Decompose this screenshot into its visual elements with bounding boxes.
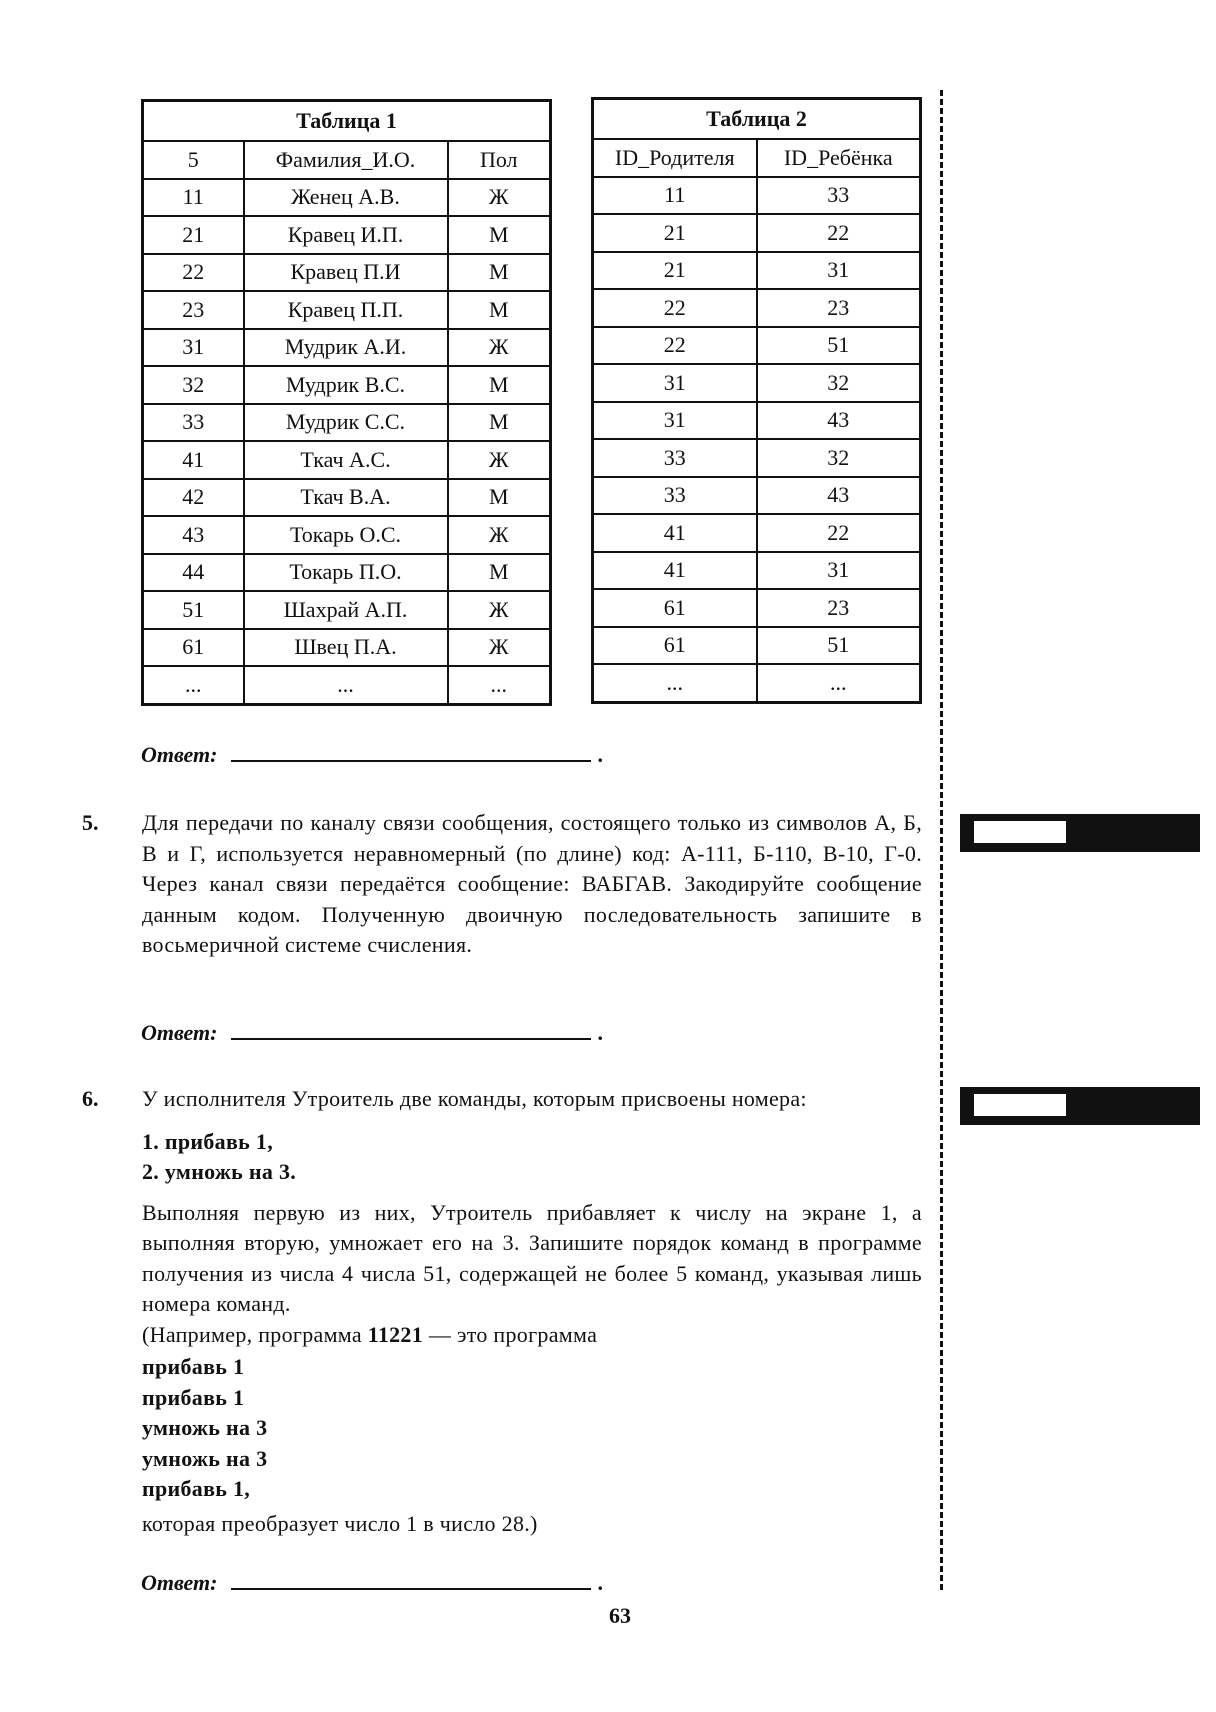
table-1-cell: Кравец П.И	[244, 254, 448, 292]
table-1-row	[143, 554, 551, 592]
table-2-cell: 51	[757, 627, 921, 665]
answer-blank[interactable]	[231, 742, 591, 762]
task-5-marker	[960, 814, 1200, 852]
table-1-row	[143, 629, 551, 667]
table-2-cell: 61	[593, 627, 757, 665]
table-2-cell: 32	[757, 364, 921, 402]
table-2-cell: 11	[593, 177, 757, 215]
task-6-intro: У исполнителя Утроитель две команды, которым присвоены номера:	[142, 1086, 807, 1111]
table-1-row	[143, 591, 551, 629]
table-1-cell: М	[448, 291, 551, 329]
table-1-cell: 33	[143, 404, 244, 442]
table-1-cell: Ткач А.С.	[244, 441, 448, 479]
table-2-cell: 22	[757, 214, 921, 252]
task-6-example-step: умножь на 3	[142, 1445, 268, 1471]
answer-blank[interactable]	[231, 1570, 591, 1590]
task-6-number: 6.	[82, 1086, 99, 1111]
table-1-cell: М	[448, 216, 551, 254]
answer-blank[interactable]	[231, 1020, 591, 1040]
table-2-cell: 22	[593, 289, 757, 327]
table-1-row	[143, 441, 551, 479]
table-1-row	[143, 216, 551, 254]
table-1-cell: М	[448, 404, 551, 442]
table-1-cell: Мудрик В.С.	[244, 366, 448, 404]
answer-label: Ответ:	[141, 742, 218, 767]
table-1-row	[143, 479, 551, 517]
table-2-row	[593, 552, 921, 590]
table-1-cell: М	[448, 254, 551, 292]
table-2-cell: 43	[757, 477, 921, 515]
task-6-example-suffix: — это программа	[423, 1321, 598, 1347]
table-2-cell: 31	[593, 402, 757, 440]
table-1-cell: М	[448, 366, 551, 404]
table-1-row	[143, 404, 551, 442]
task-6-example	[142, 1320, 922, 1351]
table-2-cell: ...	[593, 664, 757, 702]
task-5	[82, 808, 922, 961]
task-6-description: Выполняя первую из них, Утроитель прибавляет к числу на экране 1, а выполняя вторую, умножает его на 3. Запишите порядок команд в программе получения из числа 4 числа 51, содержащей не более 5 команд, указывая лишь номера команд.	[142, 1199, 922, 1316]
task-6-example-prefix: (Например, программа	[142, 1321, 368, 1347]
table-2-row	[593, 327, 921, 365]
table-2-row	[593, 439, 921, 477]
table-1-cell: 61	[143, 629, 244, 667]
task-6-marker	[960, 1087, 1200, 1125]
table-1-header-cell: Фамилия_И.О.	[244, 141, 448, 179]
table-2-row	[593, 177, 921, 215]
table-1-cell: ...	[143, 666, 244, 704]
task-6-command-1: 1. прибавь 1,	[142, 1128, 274, 1154]
table-1-cell: Швец П.А.	[244, 629, 448, 667]
table-1-row	[143, 329, 551, 367]
table-1-cell: 42	[143, 479, 244, 517]
table-1-cell: 43	[143, 516, 244, 554]
table-2-cell: 61	[593, 589, 757, 627]
table-2-row	[593, 289, 921, 327]
dashed-cut-line	[940, 90, 943, 1590]
table-2	[591, 97, 922, 704]
table-2-cell: 23	[757, 589, 921, 627]
table-2-row	[593, 664, 921, 702]
task-6-command-2: 2. умножь на 3.	[142, 1159, 297, 1184]
table-1-cell: Мудрик А.И.	[244, 329, 448, 367]
table-2-row	[593, 252, 921, 290]
table-1-cell: Женец А.В.	[244, 179, 448, 217]
table-2-row	[593, 402, 921, 440]
table-2-cell: 41	[593, 552, 757, 590]
table-2-row	[593, 477, 921, 515]
table-2-cell: 32	[757, 439, 921, 477]
table-1-cell: 21	[143, 216, 244, 254]
answer-period: .	[597, 742, 603, 767]
table-2-cell: 22	[593, 327, 757, 365]
table-2-cell: ...	[757, 664, 921, 702]
table-1-cell: 22	[143, 254, 244, 292]
table-1-cell: Кравец П.П.	[244, 291, 448, 329]
table-1-cell: 31	[143, 329, 244, 367]
table-1-title: Таблица 1	[143, 101, 551, 142]
table-1-cell: 32	[143, 366, 244, 404]
table-1-cell: 44	[143, 554, 244, 592]
table-1-header-cell: Пол	[448, 141, 551, 179]
table-1-cell: Ж	[448, 329, 551, 367]
table-1-cell: Ж	[448, 516, 551, 554]
table-1-row	[143, 666, 551, 704]
task-6-answer-box	[974, 1094, 1066, 1116]
task-5-number: 5.	[82, 810, 99, 835]
task-6-example-step: прибавь 1,	[142, 1476, 251, 1501]
table-2-cell: 21	[593, 214, 757, 252]
task-6-closing: которая преобразует число 1 в число 28.)	[142, 1510, 538, 1536]
table-1-cell: 41	[143, 441, 244, 479]
table-1-cell: 23	[143, 291, 244, 329]
table-1-cell: Токарь П.О.	[244, 554, 448, 592]
table-2-row	[593, 514, 921, 552]
table-2-cell: 23	[757, 289, 921, 327]
table-1-header-cell: 5	[143, 141, 244, 179]
table-2-title: Таблица 2	[593, 99, 921, 140]
task-6-example-code: 11221	[367, 1321, 424, 1347]
table-1-cell: 11	[143, 179, 244, 217]
table-1-cell: Кравец И.П.	[244, 216, 448, 254]
table-1-cell: Мудрик С.С.	[244, 404, 448, 442]
answer-line-task-6[interactable]	[141, 1570, 603, 1596]
task-6-example-steps	[142, 1352, 922, 1505]
table-1-cell: М	[448, 479, 551, 517]
table-2-row	[593, 627, 921, 665]
table-2-cell: 41	[593, 514, 757, 552]
table-1-cell: Токарь О.С.	[244, 516, 448, 554]
table-2-cell: 31	[757, 552, 921, 590]
table-2-row	[593, 364, 921, 402]
table-2-row	[593, 589, 921, 627]
answer-line-task-5[interactable]	[141, 1020, 603, 1046]
table-1-cell: Ткач В.А.	[244, 479, 448, 517]
answer-period: .	[597, 1020, 603, 1045]
table-1-row	[143, 254, 551, 292]
task-5-answer-box	[974, 821, 1066, 843]
table-2-cell: 21	[593, 252, 757, 290]
table-1-cell: Ж	[448, 179, 551, 217]
table-1-row	[143, 291, 551, 329]
table-1-cell: Ж	[448, 441, 551, 479]
table-1-row	[143, 179, 551, 217]
table-2-cell: 51	[757, 327, 921, 365]
table-1-cell: Шахрай А.П.	[244, 591, 448, 629]
task-5-text: Для передачи по каналу связи сообщения, состоящего только из символов А, Б, В и Г, используется неравномерный (по длине) код: А-111, Б-110, В-10, Г-0. Через канал связи передаётся сообщение: ВАБГАВ. Закодируйте сообщение данным кодом. Полученную двоичную последовательность запишите в восьмеричной системе счисления.	[142, 810, 922, 957]
table-1-cell: М	[448, 554, 551, 592]
task-6-example-step: прибавь 1	[142, 1384, 245, 1410]
table-2-cell: 33	[593, 477, 757, 515]
table-2-header-cell: ID_Родителя	[593, 139, 757, 177]
table-2-cell: 22	[757, 514, 921, 552]
table-1-cell: 51	[143, 591, 244, 629]
answer-period: .	[597, 1570, 603, 1595]
table-2-cell: 43	[757, 402, 921, 440]
table-1-row	[143, 366, 551, 404]
page-number: 63	[609, 1603, 631, 1628]
table-2-row	[593, 214, 921, 252]
table-2-cell: 33	[593, 439, 757, 477]
task-6-example-step: прибавь 1	[142, 1354, 245, 1379]
task-6	[82, 1084, 922, 1539]
answer-label: Ответ:	[141, 1570, 218, 1595]
answer-line-task-4[interactable]	[141, 742, 603, 768]
table-1-cell: ...	[244, 666, 448, 704]
table-1	[141, 99, 552, 706]
table-1-cell: Ж	[448, 629, 551, 667]
table-1-cell: Ж	[448, 591, 551, 629]
table-1-row	[143, 516, 551, 554]
answer-label: Ответ:	[141, 1020, 218, 1045]
table-2-header-cell: ID_Ребёнка	[757, 139, 921, 177]
table-2-cell: 33	[757, 177, 921, 215]
table-1-cell: ...	[448, 666, 551, 704]
table-2-cell: 31	[593, 364, 757, 402]
task-6-example-step: умножь на 3	[142, 1415, 268, 1440]
table-2-cell: 31	[757, 252, 921, 290]
